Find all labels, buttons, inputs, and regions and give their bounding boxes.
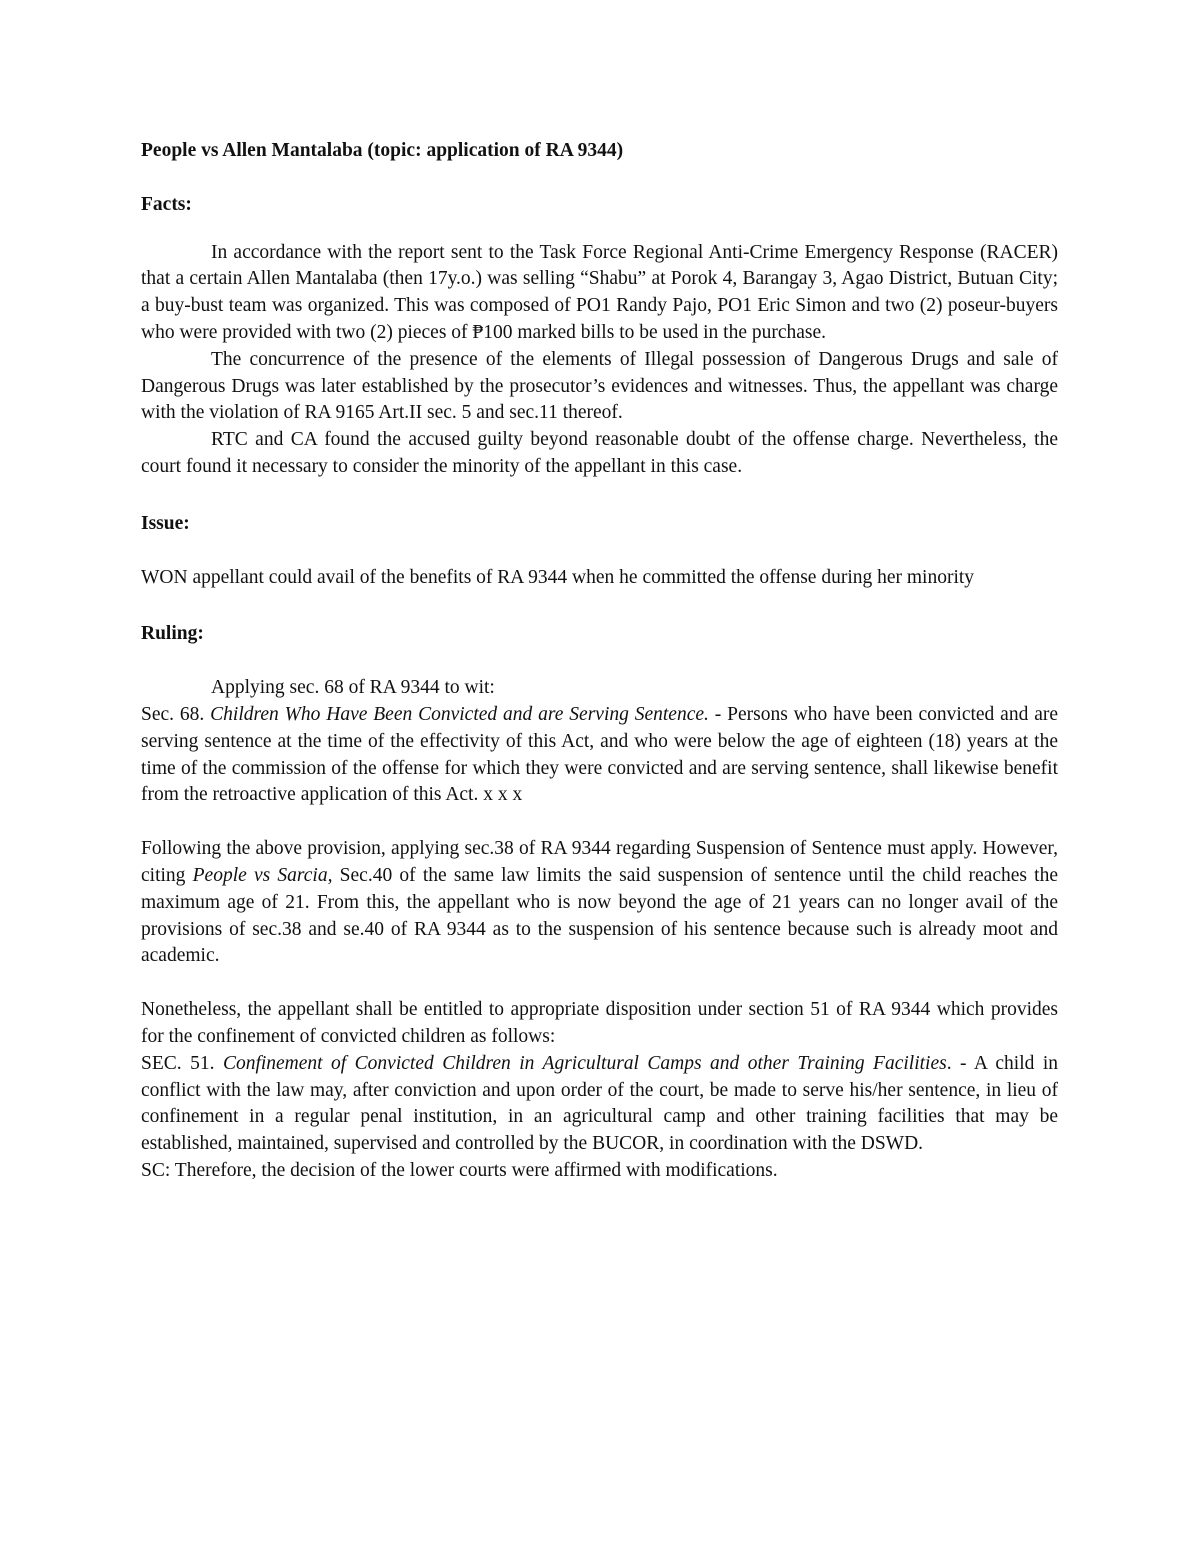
- ruling-p2-part-a: Following the above provision, applying sec.38 of RA 9344 regarding Suspension of Sentence must apply. However, citing: [141, 838, 1058, 886]
- spacer: [141, 648, 1058, 675]
- issue-heading: Issue:: [141, 512, 190, 534]
- ruling-intro: Applying sec. 68 of RA 9344 to wit:: [211, 677, 495, 699]
- spacer: [141, 970, 1058, 997]
- spacer: [141, 538, 1058, 565]
- issue-paragraph: WON appellant could avail of the benefits of RA 9344 when he committed the offense during her minority: [141, 566, 975, 588]
- sec68-prefix: Sec. 68.: [141, 703, 211, 725]
- spacer: [141, 219, 1058, 240]
- facts-heading: Facts:: [141, 193, 192, 215]
- sec51-quote: [141, 1051, 1058, 1158]
- case-citation: People vs Sarcia,: [192, 864, 333, 886]
- sec51-title: Confinement of Convicted Children in Agricultural Camps and other Training Facilities: [222, 1052, 947, 1074]
- facts-paragraph-2: The concurrence of the presence of the elements of Illegal possession of Dangerous Drugs and sale of Dangerous Drugs was later established by the prosecutor’s evidences and witnesses. Thus, the appellant was charge with the violation of RA 9165 Art.II sec. 5 and sec.11 thereof.: [141, 348, 1058, 424]
- facts-paragraph-1: In accordance with the report sent to the Task Force Regional Anti-Crime Emergency Response (RACER) that a certain Allen Mantalaba (then 17y.o.) was selling “Shabu” at Porok 4, Barangay 3, Agao District, Butuan City; a buy-bust team was organized. This was composed of PO1 Randy Pajo, PO1 Eric Simon and two (2) poseur-buyers who were provided with two (2) pieces of ₱100 marked bills to be used in the purchase.: [141, 241, 1058, 343]
- spacer: [141, 809, 1058, 836]
- spacer: [141, 481, 1058, 511]
- sec68-title: Children Who Have Been Convicted and are Serving Sentence.: [210, 703, 709, 725]
- sec51-prefix: SEC. 51.: [141, 1052, 223, 1074]
- sec51-body: . - A child in conflict with the law may, after conviction and upon order of the court, be made to serve his/her sentence, in lieu of confinement in a regular penal institution, in an agricultural camp and other training facilities that may be established, maintained, supervised and controlled by the BUCOR, in coordination with the DSWD.: [141, 1052, 1058, 1155]
- ruling-p2-part-b: Sec.40 of the same law limits the said suspension of sentence until the child reaches the maximum age of 21. From this, the appellant who is now beyond the age of 21 years can no longer avail of the provisions of sec.38 and se.40 of RA 9344 as to the suspension of his sentence because such is already moot and academic.: [141, 864, 1059, 967]
- ruling-paragraph-3: Nonetheless, the appellant shall be entitled to appropriate disposition under section 51 of RA 9344 which provides for the confinement of convicted children as follows:: [141, 999, 1058, 1047]
- ruling-heading: Ruling:: [141, 623, 204, 645]
- document-title: People vs Allen Mantalaba (topic: application of RA 9344): [141, 140, 624, 161]
- ruling-paragraph-2: [141, 836, 1058, 970]
- sec68-body: - Persons who have been convicted and are serving sentence at the time of the effectivity of this Act, and who were below the age of eighteen (18) years at the time of the commission of the offense for which they were convicted and are serving sentence, shall likewise benefit from the retroactive application of this Act. x x x: [141, 703, 1058, 806]
- document-page: [141, 138, 1058, 1185]
- sec68-quote: [141, 702, 1058, 809]
- spacer: [141, 591, 1058, 621]
- ruling-conclusion: SC: Therefore, the decision of the lower courts were affirmed with modifications.: [141, 1159, 778, 1181]
- facts-paragraph-3: RTC and CA found the accused guilty beyond reasonable doubt of the offense charge. Nevertheless, the court found it necessary to consider the minority of the appellant in this case.: [141, 429, 1058, 477]
